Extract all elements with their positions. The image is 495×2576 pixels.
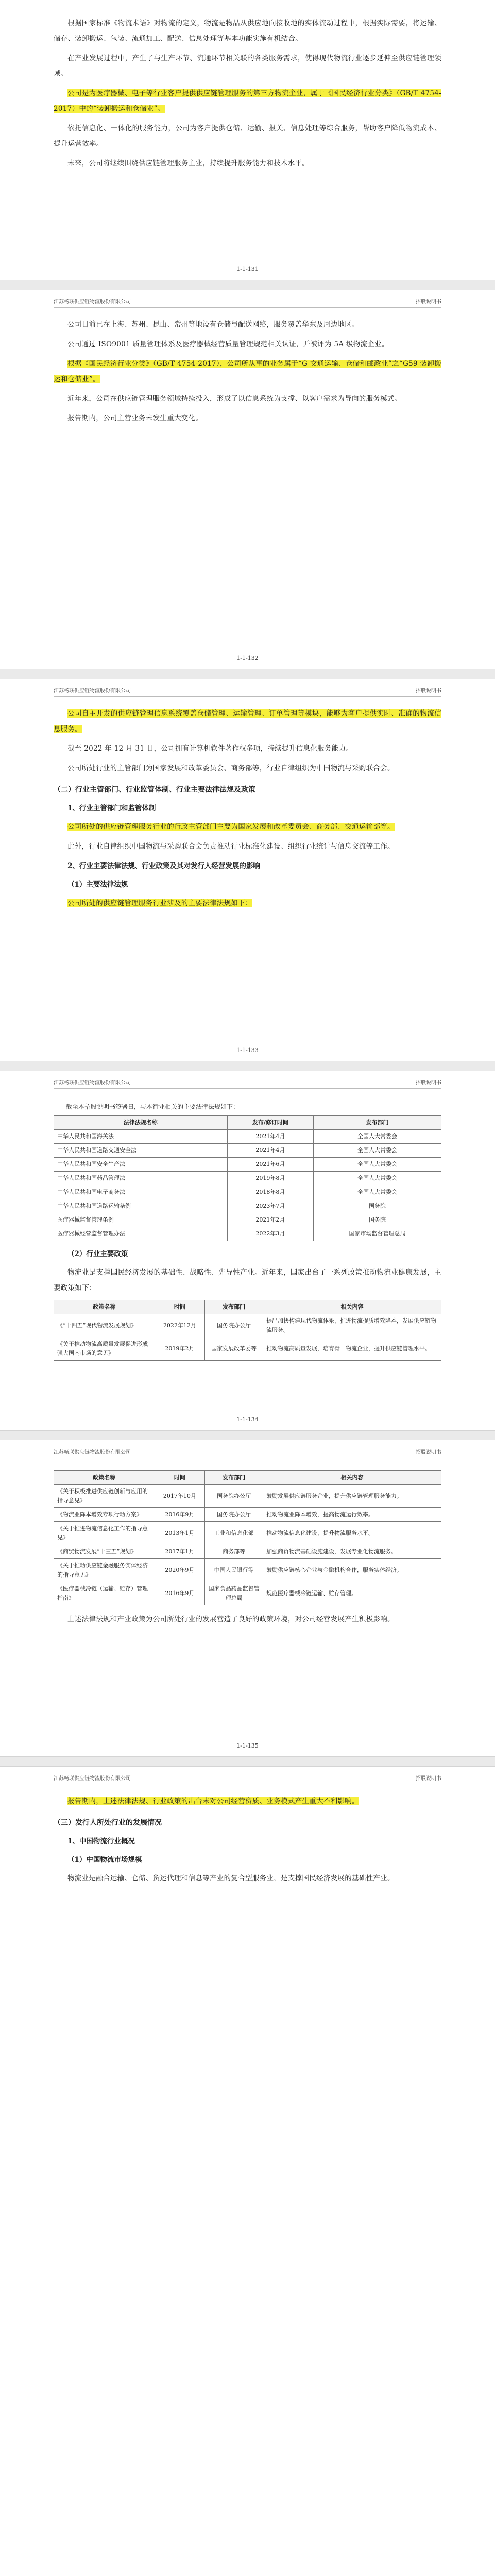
highlighted-text: 公司是为医疗器械、电子等行业客户提供供应链管理服务的第三方物流企业，属于《国民经济行业分类》（GB/T 4754-2017）中的“装卸搬运和仓储业”。: [54, 89, 441, 113]
table-cell: 2018年8月: [227, 1185, 313, 1199]
body-paragraph: 物流业是融合运输、仓储、货运代理和信息等产业的复合型服务业，是支撑国民经济发展的基础性产业。: [67, 1874, 395, 1883]
table-cell: 全国人大常委会: [314, 1158, 441, 1172]
page-number: 1-1-134: [236, 1416, 259, 1423]
page-6: [0, 1774, 495, 1895]
section-heading: （二）行业主管部门、行业监管体制、行业主要法律法规及政策: [54, 786, 255, 794]
subsection-heading: 2、行业主要法律法规、行业政策及其对发行人经营发展的影响: [67, 862, 260, 870]
table-row: [54, 1158, 441, 1172]
table-cell: 中华人民共和国道路交通安全法: [54, 1144, 228, 1158]
body-paragraph: 截至 2022 年 12 月 31 日，公司拥有计算机软件著作权多项，持续提升信息化服务能力。: [67, 744, 353, 753]
table-row: [54, 1172, 441, 1185]
body-paragraph: 报告期内，公司主营业务未发生重大变化。: [67, 414, 203, 422]
column-header: 政策名称: [54, 1300, 155, 1314]
table-cell: 全国人大常委会: [314, 1144, 441, 1158]
table-row: [54, 1213, 441, 1227]
body-paragraph: [54, 819, 441, 835]
table-cell: 2021年2月: [227, 1213, 313, 1227]
table-cell: 2021年4月: [227, 1144, 313, 1158]
table-cell: 提出加快构建现代物流体系，推进物流提质增效降本，发展供应链物流服务。: [263, 1314, 441, 1337]
header-doc-title: 招股说明书: [416, 688, 441, 694]
table-cell: 中华人民共和国道路运输条例: [54, 1199, 228, 1213]
header-company: 江苏畅联供应链物流股份有限公司: [54, 1776, 131, 1782]
table-cell: 国家食品药品监督管理总局: [205, 1582, 263, 1605]
table-row: [54, 1559, 441, 1582]
page-header: [54, 297, 441, 308]
table-cell: 国务院: [314, 1213, 441, 1227]
page-2: [0, 297, 495, 669]
table-caption: 截至本招股说明书签署日，与本行业相关的主要法律法规如下：: [66, 1103, 240, 1110]
table-cell: 2017年1月: [155, 1545, 205, 1559]
page-5: [0, 1448, 495, 1756]
body-paragraph: 近年来，公司在供应链管理服务领域持续投入，形成了以信息系统为支撑、以客户需求为导向的服务模式。: [67, 395, 402, 403]
subsection-heading: 1、行业主管部门和监管体制: [67, 804, 156, 812]
policy-table: [54, 1470, 441, 1605]
table-cell: 中华人民共和国海关法: [54, 1130, 228, 1144]
body-paragraph: 在产业发展过程中，产生了与生产环节、流通环节相关联的各类服务需求，使得现代物流行业逐步延伸至供应链管理领域。: [54, 54, 441, 78]
table-row: [54, 1582, 441, 1605]
table-cell: 中华人民共和国电子商务法: [54, 1185, 228, 1199]
table-cell: 2020年9月: [155, 1559, 205, 1582]
table-cell: 推动物流信息化建设，提升物流服务水平。: [263, 1522, 441, 1545]
table-cell: 2013年1月: [155, 1522, 205, 1545]
table-row: [54, 1144, 441, 1158]
table-cell: 《医疗器械冷链（运输、贮存）管理指南》: [54, 1582, 155, 1605]
header-doc-title: 招股说明书: [416, 1776, 441, 1782]
column-header: 政策名称: [54, 1471, 155, 1485]
body-paragraph: 公司目前已在上海、苏州、昆山、常州等地设有仓储与配送网络，服务覆盖华东及周边地区。: [67, 320, 359, 329]
page-divider: [0, 1430, 495, 1440]
table-cell: 中华人民共和国药品管理法: [54, 1172, 228, 1185]
highlighted-text: 报告期内，上述法律法规、行业政策的出台未对公司经营资质、业务模式产生重大不利影响。: [67, 1797, 359, 1805]
table-cell: 国务院办公厅: [205, 1314, 263, 1337]
table-cell: 《关于推动供应链金融服务实体经济的指导意见》: [54, 1559, 155, 1582]
table-cell: 医疗器械监督管理条例: [54, 1213, 228, 1227]
table-row: [54, 1185, 441, 1199]
table-cell: 《关于推进物流信息化工作的指导意见》: [54, 1522, 155, 1545]
highlighted-text: 公司所处的供应链管理服务行业的行政主管部门主要为国家发展和改革委员会、商务部、交通运输部等。: [67, 823, 395, 831]
laws-table: [54, 1115, 441, 1241]
table-row: [54, 1337, 441, 1361]
table-header-row: [54, 1471, 441, 1485]
body-paragraph: [54, 356, 441, 387]
table-cell: 加强商贸物流基础设施建设，发展专业化物流服务。: [263, 1545, 441, 1559]
page-header: [54, 1078, 441, 1089]
table-cell: 《关于推动物流高质量发展促进形成强大国内市场的意见》: [54, 1337, 155, 1361]
page-number: 1-1-133: [236, 1047, 259, 1054]
section-heading: （三）发行人所处行业的发展情况: [54, 1819, 162, 1827]
page-divider: [0, 280, 495, 290]
page-3: [0, 686, 495, 1061]
table-cell: 《物流业降本增效专项行动方案》: [54, 1508, 155, 1522]
policy-table: [54, 1300, 441, 1361]
column-header: 相关内容: [263, 1471, 441, 1485]
table-cell: 中华人民共和国安全生产法: [54, 1158, 228, 1172]
table-cell: 全国人大常委会: [314, 1130, 441, 1144]
header-doc-title: 招股说明书: [416, 1450, 441, 1455]
table-cell: 医疗器械经营监督管理办法: [54, 1227, 228, 1241]
column-header: 时间: [155, 1300, 205, 1314]
table-cell: 全国人大常委会: [314, 1172, 441, 1185]
table-cell: 《商贸物流发展“十三五”规划》: [54, 1545, 155, 1559]
subsection-heading: （1）主要法律法规: [67, 880, 128, 889]
body-paragraph: [54, 1793, 441, 1809]
body-paragraph: 未来，公司将继续围绕供应链管理服务主业，持续提升服务能力和技术水平。: [67, 159, 310, 167]
header-doc-title: 招股说明书: [416, 1080, 441, 1086]
highlighted-text: 公司所处的供应链管理服务行业涉及的主要法律法规如下：: [67, 899, 252, 907]
header-company: 江苏畅联供应链物流股份有限公司: [54, 299, 131, 305]
page-header: [54, 1774, 441, 1784]
table-row: [54, 1130, 441, 1144]
header-doc-title: 招股说明书: [416, 299, 441, 305]
table-row: [54, 1227, 441, 1241]
subsection-heading: （2）行业主要政策: [67, 1250, 128, 1258]
header-company: 江苏畅联供应链物流股份有限公司: [54, 1080, 131, 1086]
header-company: 江苏畅联供应链物流股份有限公司: [54, 1450, 131, 1455]
page-number: 1-1-135: [236, 1742, 259, 1749]
table-cell: 2016年9月: [155, 1582, 205, 1605]
table-cell: 国务院办公厅: [205, 1508, 263, 1522]
table-row: [54, 1522, 441, 1545]
body-paragraph: 物流业是支撑国民经济发展的基础性、战略性、先导性产业。近年来，国家出台了一系列政策推动物流业健康发展，主要政策如下：: [54, 1268, 441, 1292]
page-divider: [0, 1756, 495, 1767]
table-cell: 中国人民银行等: [205, 1559, 263, 1582]
body-paragraph: 此外，行业自律组织中国物流与采购联合会负责推动行业标准化建设、组织行业统计与信息交流等工作。: [67, 842, 395, 851]
table-cell: 2017年10月: [155, 1485, 205, 1508]
table-cell: 国家发展改革委等: [205, 1337, 263, 1361]
body-paragraph: [54, 895, 441, 911]
table-cell: 规范医疗器械冷链运输、贮存管理。: [263, 1582, 441, 1605]
page-4: [0, 1078, 495, 1430]
table-cell: 国务院: [314, 1199, 441, 1213]
table-cell: 2023年7月: [227, 1199, 313, 1213]
subsection-heading: 1、中国物流行业概况: [67, 1837, 135, 1845]
table-cell: 国家市场监督管理总局: [314, 1227, 441, 1241]
column-header: 发布部门: [205, 1300, 263, 1314]
table-cell: 2022年3月: [227, 1227, 313, 1241]
table-cell: 2021年6月: [227, 1158, 313, 1172]
table-cell: 2019年2月: [155, 1337, 205, 1361]
page-number: 1-1-132: [236, 655, 259, 662]
column-header: 发布/修订时间: [227, 1116, 313, 1130]
page-1: [0, 0, 495, 280]
body-paragraph: 根据国家标准《物流术语》对物流的定义，物流是物品从供应地向接收地的实体流动过程中，根据实际需要，将运输、储存、装卸搬运、包装、流通加工、配送、信息处理等基本功能实施有机结合。: [54, 19, 441, 43]
page-divider: [0, 1061, 495, 1071]
subsection-heading: （1）中国物流市场规模: [67, 1856, 142, 1864]
body-paragraph: 公司通过 ISO9001 质量管理体系及医疗器械经营质量管理规范相关认证，并被评为 5A 级物流企业。: [67, 340, 389, 348]
page-header: [54, 686, 441, 697]
table-cell: 推动物流高质量发展，培育骨干物流企业，提升供应链管理水平。: [263, 1337, 441, 1361]
body-paragraph: [54, 86, 441, 116]
table-cell: 鼓励发展供应链服务企业，提升供应链管理服务能力。: [263, 1485, 441, 1508]
table-cell: 全国人大常委会: [314, 1185, 441, 1199]
table-cell: 2016年9月: [155, 1508, 205, 1522]
highlighted-text: 根据《国民经济行业分类》（GB/T 4754-2017），公司所从事的业务属于“G 交通运输、仓储和邮政业”之“G59 装卸搬运和仓储业”。: [54, 360, 441, 383]
table-row: [54, 1485, 441, 1508]
table-header-row: [54, 1300, 441, 1314]
table-header-row: [54, 1116, 441, 1130]
table-cell: 工业和信息化部: [205, 1522, 263, 1545]
table-row: [54, 1314, 441, 1337]
column-header: 相关内容: [263, 1300, 441, 1314]
column-header: 发布部门: [205, 1471, 263, 1485]
table-row: [54, 1508, 441, 1522]
column-header: 时间: [155, 1471, 205, 1485]
table-row: [54, 1545, 441, 1559]
table-cell: 国务院办公厅: [205, 1485, 263, 1508]
header-company: 江苏畅联供应链物流股份有限公司: [54, 688, 131, 694]
highlighted-text: 公司自主开发的供应链管理信息系统覆盖仓储管理、运输管理、订单管理等模块，能够为客户提供实时、准确的物流信息服务。: [54, 709, 441, 733]
column-header: 法律法规名称: [54, 1116, 228, 1130]
table-row: [54, 1199, 441, 1213]
table-cell: 《关于积极推进供应链创新与应用的指导意见》: [54, 1485, 155, 1508]
body-paragraph: [54, 706, 441, 737]
page-divider: [0, 669, 495, 679]
table-cell: 2021年4月: [227, 1130, 313, 1144]
table-cell: 2019年8月: [227, 1172, 313, 1185]
table-cell: 《“十四五”现代物流发展规划》: [54, 1314, 155, 1337]
table-cell: 2022年12月: [155, 1314, 205, 1337]
body-paragraph: 上述法律法规和产业政策为公司所处行业的发展营造了良好的政策环境，对公司经营发展产生积极影响。: [67, 1615, 395, 1623]
body-paragraph: 公司所处行业的主管部门为国家发展和改革委员会、商务部等，行业自律组织为中国物流与采购联合会。: [67, 764, 395, 772]
table-cell: 商务部等: [205, 1545, 263, 1559]
page-header: [54, 1448, 441, 1458]
table-cell: 推动物流业降本增效，提高物流运行效率。: [263, 1508, 441, 1522]
column-header: 发布部门: [314, 1116, 441, 1130]
body-paragraph: 依托信息化、一体化的服务能力，公司为客户提供仓储、运输、报关、信息处理等综合服务，帮助客户降低物流成本、提升运营效率。: [54, 124, 441, 148]
page-number: 1-1-131: [236, 266, 259, 273]
table-cell: 鼓励供应链核心企业与金融机构合作，服务实体经济。: [263, 1559, 441, 1582]
